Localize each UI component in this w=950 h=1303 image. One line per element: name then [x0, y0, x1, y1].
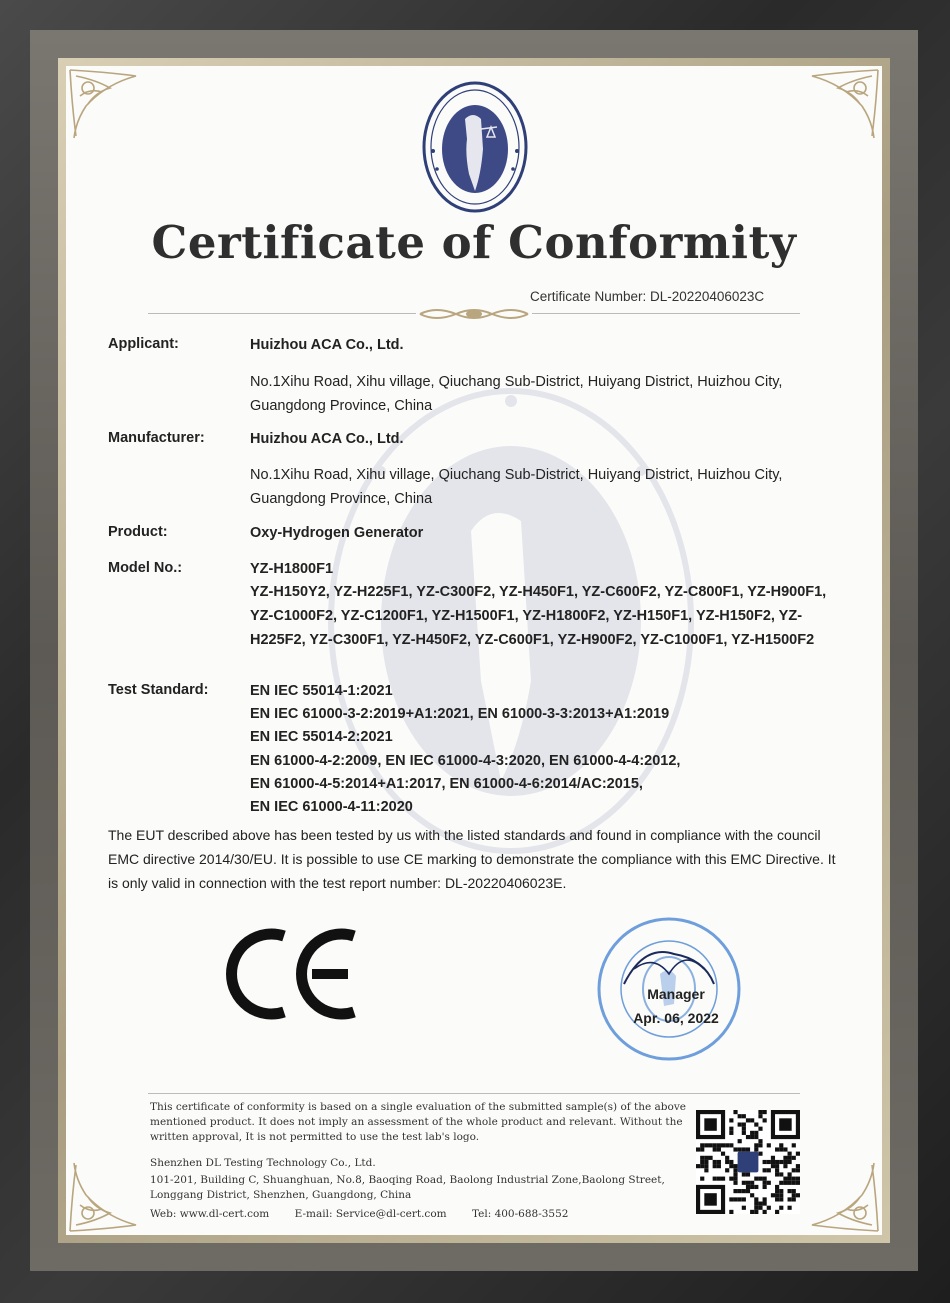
signatory-title: Manager — [647, 986, 705, 1002]
certificate-number: Certificate Number: DL-20220406023C — [530, 289, 765, 304]
corner-ornament-icon — [66, 66, 146, 146]
qr-code-icon[interactable] — [696, 1110, 800, 1214]
test-standard-line: EN 61000-4-2:2009, EN IEC 61000-4-3:2020, EN 61000-4-4:2012, — [250, 753, 681, 769]
manufacturer-address: No.1Xihu Road, Xihu village, Qiuchang Sub-District, Huiyang District, Huizhou City, Guangdong Province, China — [250, 467, 783, 507]
product-value: Oxy-Hydrogen Generator — [250, 525, 424, 541]
test-standard-line: EN 61000-4-5:2014+A1:2017, EN 61000-4-6:2014/AC:2015, — [250, 776, 643, 792]
footer-divider — [148, 1093, 800, 1094]
footer-contact — [150, 1207, 710, 1222]
corner-ornament-icon — [802, 66, 882, 146]
footer-address: 101-201, Building C, Shuanghuan, No.8, Baoqing Road, Baolong Industrial Zone,Baolong Street, Longgang District, Shenzhen, Guangdong, China — [150, 1174, 665, 1201]
footer-email[interactable]: E-mail: Service@dl-cert.com — [294, 1208, 447, 1220]
deelay-logo-icon — [421, 79, 529, 215]
test-standard-line: EN IEC 61000-3-2:2019+A1:2021, EN 61000-3-3:2013+A1:2019 — [250, 706, 670, 722]
ce-mark-icon — [224, 926, 360, 1022]
manufacturer-label: Manufacturer: — [108, 430, 205, 446]
footer-tel: Tel: 400-688-3552 — [471, 1208, 569, 1220]
model-label: Model No.: — [108, 560, 183, 576]
footer-disclaimer: This certificate of conformity is based on a single evaluation of the submitted sample(s) of the above mentioned product. It does not imply an assessment of the whole product and relevant. Without the written approval, It is not permitted to use the test lab's logo. — [150, 1101, 686, 1143]
corner-ornament-icon — [66, 1155, 146, 1235]
applicant-address: No.1Xihu Road, Xihu village, Qiuchang Sub-District, Huiyang District, Huizhou City, Guangdong Province, China — [250, 374, 783, 414]
footer-company: Shenzhen DL Testing Technology Co., Ltd. — [150, 1157, 376, 1169]
test-standard-line: EN IEC 61000-4-11:2020 — [250, 799, 413, 815]
footer-web[interactable]: Web: www.dl-cert.com — [150, 1208, 270, 1220]
model-primary: YZ-H1800F1 — [250, 561, 334, 577]
test-standard-line: EN IEC 55014-2:2021 — [250, 729, 393, 745]
compliance-statement: The EUT described above has been tested by us with the listed standards and found in compliance with the council EMC directive 2014/30/EU. It is possible to use CE marking to demonstrate the compliance with this EMC Directive. It is only valid in connection with the test report number: DL-20220406023E. — [108, 827, 836, 891]
signature-date: Apr. 06, 2022 — [633, 1010, 719, 1026]
applicant-name: Huizhou ACA Co., Ltd. — [250, 337, 404, 353]
model-others: YZ-H150Y2, YZ-H225F1, YZ-C300F2, YZ-H450F1, YZ-C600F2, YZ-C800F1, YZ-H900F1, YZ-C1000F2, YZ-C1200F1, YZ-H1500F1, YZ-H1800F2, YZ-H150F1, YZ-H150F2, YZ-H225F2, YZ-C300F1, YZ-H450F2, YZ-C600F1, YZ-H900F2, YZ-C1000F1, YZ-H1500F2 — [250, 584, 827, 648]
test-standard-label: Test Standard: — [108, 682, 209, 698]
manufacturer-name: Huizhou ACA Co., Ltd. — [250, 431, 404, 447]
certificate-title: Certificate of Conformity — [151, 216, 797, 269]
divider-ornament-icon — [416, 305, 532, 323]
test-standard-line: EN IEC 55014-1:2021 — [250, 683, 393, 699]
applicant-label: Applicant: — [108, 336, 179, 352]
certificate-paper — [66, 66, 882, 1235]
corner-ornament-icon — [802, 1155, 882, 1235]
product-label: Product: — [108, 524, 168, 540]
